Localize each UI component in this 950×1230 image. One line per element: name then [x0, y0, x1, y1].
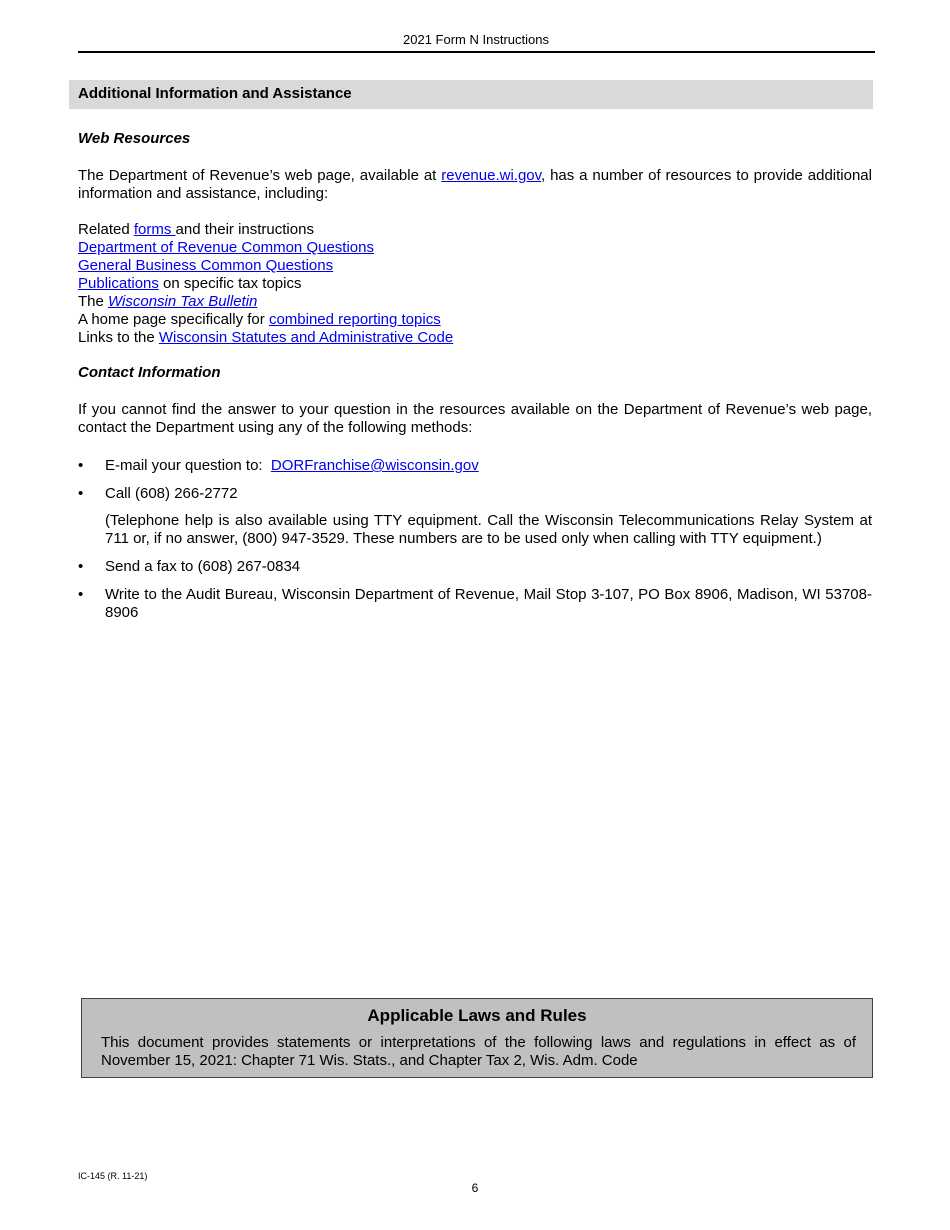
- page-number: 6: [471, 1181, 479, 1195]
- bullet-glyph: •: [78, 558, 84, 575]
- list-item: [78, 275, 453, 293]
- list-item-text: on specific tax topics: [158, 275, 302, 292]
- intro-text-before: The Department of Revenue’s web page, available at: [78, 167, 442, 184]
- call-item: Call (608) 266-2772: [105, 485, 238, 502]
- contact-intro: If you cannot find the answer to your question in the resources available on the Department of Revenue’s web page, contact the Department using any of the following methods:: [78, 401, 872, 436]
- forms-link[interactable]: forms: [133, 221, 176, 238]
- dor-common-questions-link[interactable]: Department of Revenue Common Questions: [78, 239, 374, 256]
- general-business-questions-link[interactable]: General Business Common Questions: [78, 257, 334, 274]
- form-identifier: IC-145 (R. 11-21): [78, 1171, 148, 1181]
- bullet-glyph: •: [78, 485, 84, 502]
- list-item: [78, 311, 453, 329]
- laws-body: This document provides statements or interpretations of the following laws and regulations in effect as of November 15, 2021: Chapter 71 Wis. Stats., and Chapter Tax 2, Wis. Adm. Code: [101, 1034, 856, 1069]
- bullet-glyph: •: [78, 586, 84, 603]
- list-item: [78, 293, 453, 311]
- list-item-text: Related: [78, 221, 134, 238]
- laws-title: Applicable Laws and Rules: [367, 1006, 587, 1025]
- publications-link[interactable]: Publications: [78, 275, 159, 292]
- revenue-website-link[interactable]: revenue.wi.gov: [441, 167, 542, 184]
- list-item-text: and their instructions: [175, 221, 314, 238]
- section-header-bar: [69, 80, 873, 109]
- bullet-glyph: •: [78, 457, 84, 474]
- header-rule: [78, 51, 875, 53]
- list-item-text: Links to the: [78, 329, 159, 346]
- intro-text-after: , has a number of resources to provide additional information and assistance, including:: [78, 167, 872, 202]
- email-prefix: E-mail your question to:: [105, 457, 271, 474]
- list-item: [78, 239, 453, 257]
- combined-reporting-link[interactable]: combined reporting topics: [268, 311, 441, 328]
- list-item: [78, 257, 453, 275]
- tax-bulletin-link[interactable]: Wisconsin Tax Bulletin: [108, 293, 258, 310]
- mail-item: Write to the Audit Bureau, Wisconsin Department of Revenue, Mail Stop 3-107, PO Box 8906, Madison, WI 53708-8906: [105, 586, 872, 621]
- email-link[interactable]: DORFranchise@wisconsin.gov: [270, 457, 479, 474]
- web-resources-heading: Web Resources: [78, 130, 191, 147]
- tty-note: (Telephone help is also available using TTY equipment. Call the Wisconsin Telecommunications Relay System at 711 or, if no answer, (800) 947-3529. These numbers are to be used only when calling with TTY equipment.): [105, 512, 872, 547]
- running-header: 2021 Form N Instructions: [403, 32, 549, 47]
- applicable-laws-box: [81, 998, 873, 1078]
- contact-info-heading: Contact Information: [78, 364, 221, 381]
- section-title: Additional Information and Assistance: [78, 85, 352, 102]
- web-resources-intro: [78, 167, 872, 203]
- list-item: [78, 329, 453, 347]
- list-item-text: The: [78, 293, 109, 310]
- resource-list: [78, 221, 453, 347]
- list-item-text: A home page specifically for: [78, 311, 269, 328]
- list-item: [78, 221, 453, 239]
- email-item: [105, 457, 872, 475]
- statutes-code-link[interactable]: Wisconsin Statutes and Administrative Code: [158, 329, 454, 346]
- fax-item: Send a fax to (608) 267-0834: [105, 558, 301, 575]
